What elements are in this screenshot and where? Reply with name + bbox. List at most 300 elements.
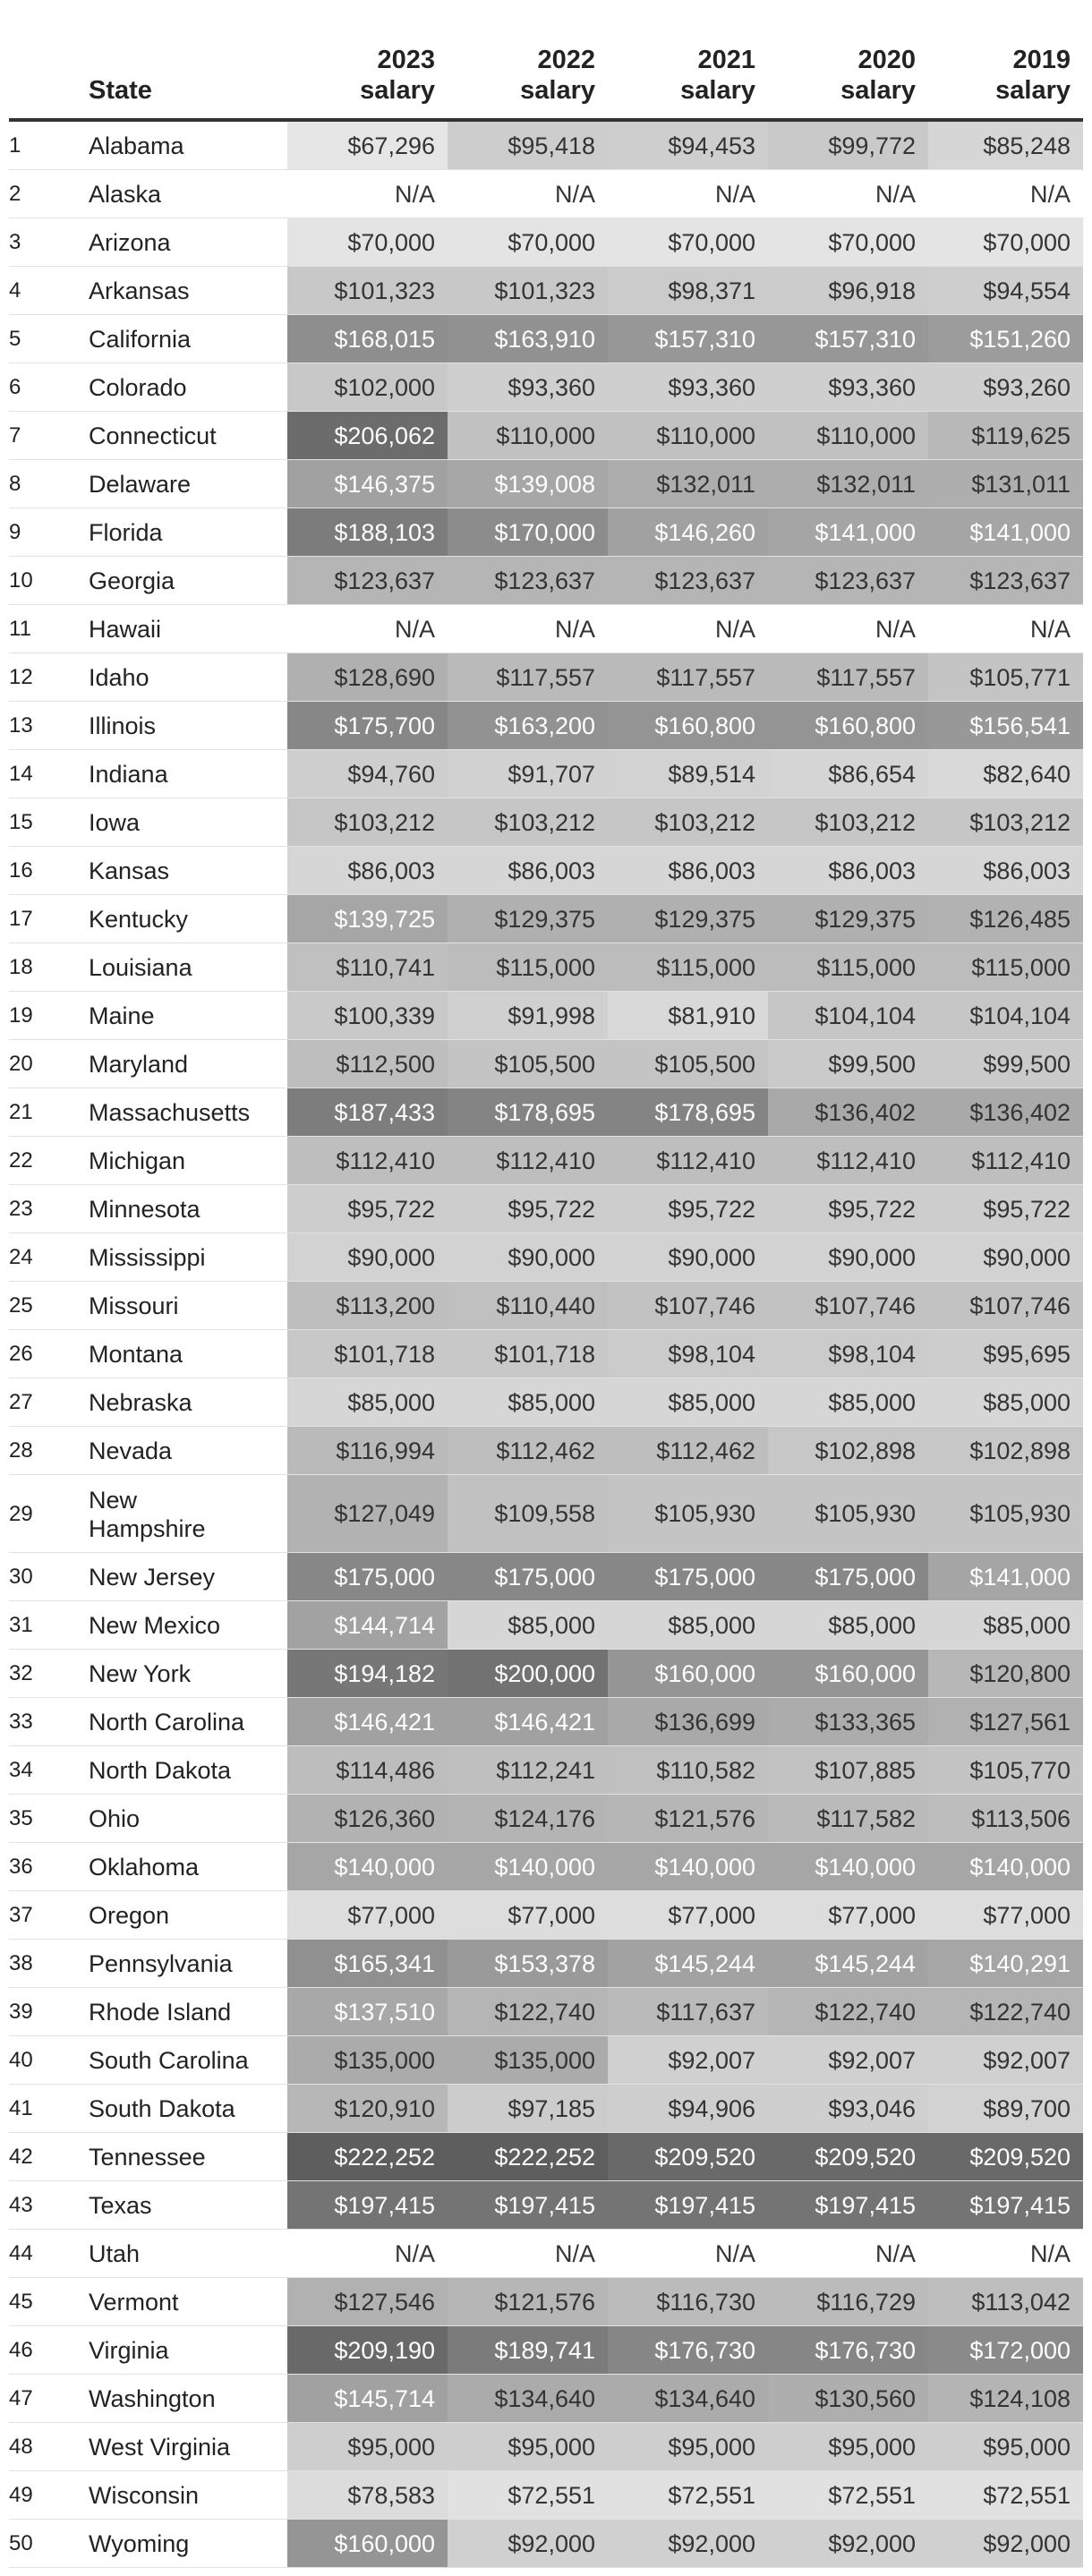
row-rank: 15 [9,810,33,834]
table-row [9,1330,1083,1378]
state-name: Missouri [89,1292,179,1319]
table-row [9,412,1083,460]
state-name: Connecticut [89,422,217,449]
salary-cell: $95,722 [768,1185,928,1233]
row-rank: 43 [9,2193,33,2217]
salary-cell: $110,440 [448,1282,608,1329]
salary-cell: $85,000 [608,1601,768,1649]
salary-cell: $141,000 [928,1553,1083,1600]
salary-cell: $92,000 [448,2520,608,2567]
salary-cell: $123,637 [608,557,768,604]
row-rank: 41 [9,2096,33,2120]
salary-cell: $160,000 [768,1650,928,1697]
salary-cell: $120,800 [928,1650,1083,1697]
salary-cell: $113,506 [928,1795,1083,1842]
salary-cell: $160,800 [768,702,928,749]
table-row [9,1282,1083,1330]
salary-cell: $187,433 [287,1088,448,1136]
salary-cell: $132,011 [608,460,768,508]
salary-cell: $194,182 [287,1650,448,1697]
state-name: Vermont [89,2289,179,2316]
state-name: Arkansas [89,277,190,304]
salary-cell: $146,375 [287,460,448,508]
salary-cell: $129,375 [448,895,608,943]
salary-cell: $95,418 [448,122,608,169]
year-2023-header-label: salary [360,76,435,105]
state-name: Oregon [89,1902,170,1929]
row-rank: 48 [9,2435,33,2459]
salary-cell: $136,402 [928,1088,1083,1136]
salary-cell: $110,582 [608,1746,768,1794]
salary-cell: $93,260 [928,363,1083,411]
salary-cell: $85,000 [287,1378,448,1426]
salary-cell: $101,718 [448,1330,608,1378]
salary-cell: $95,000 [928,2423,1083,2470]
salary-cell: $209,520 [608,2133,768,2180]
salary-cell: $123,637 [287,557,448,604]
table-row [9,1088,1083,1137]
salary-cell: $115,000 [448,943,608,991]
salary-cell: $86,003 [448,847,608,894]
state-name: Iowa [89,809,141,836]
salary-cell: $96,918 [768,267,928,314]
salary-cell: $113,200 [287,1282,448,1329]
table-row [9,2230,1083,2278]
salary-cell: $209,190 [287,2326,448,2374]
salary-cell: $112,410 [768,1137,928,1184]
row-rank: 8 [9,472,21,496]
salary-cell: $72,551 [448,2471,608,2519]
row-rank: 42 [9,2145,33,2169]
salary-cell: $104,104 [768,992,928,1039]
salary-cell: $197,415 [448,2181,608,2229]
table-row [9,1233,1083,1282]
year-2022-header-label: salary [520,76,595,105]
salary-cell: $92,000 [768,2520,928,2567]
salary-cell: $105,930 [928,1475,1083,1552]
salary-cell: $103,212 [768,798,928,846]
salary-cell: $85,000 [448,1601,608,1649]
salary-cell: $163,910 [448,315,608,363]
row-rank: 30 [9,1565,33,1589]
state-name: Nebraska [89,1389,192,1416]
salary-cell: $112,410 [448,1137,608,1184]
state-name: California [89,326,192,353]
table-row [9,460,1083,508]
salary-cell: $72,551 [768,2471,928,2519]
state-name: New York [89,1660,192,1687]
year-2020-header-label: salary [840,76,916,105]
state-name: Alaska [89,181,162,208]
salary-cell: $86,003 [608,847,768,894]
salary-cell: $116,730 [608,2278,768,2325]
salary-cell: $129,375 [608,895,768,943]
salary-cell: $94,760 [287,750,448,798]
salary-cell: $110,000 [608,412,768,459]
salary-cell: $90,000 [448,1233,608,1281]
table-row [9,1378,1083,1427]
salary-cell: $170,000 [448,508,608,556]
row-rank: 9 [9,520,21,544]
table-row [9,2375,1083,2423]
state-name: Texas [89,2192,152,2219]
salary-cell: $114,486 [287,1746,448,1794]
row-rank: 28 [9,1438,33,1463]
table-row [9,1795,1083,1843]
salary-cell: $105,770 [928,1746,1083,1794]
table-row [9,363,1083,412]
row-rank: 11 [9,617,31,641]
salary-cell: $104,104 [928,992,1083,1039]
state-name: Florida [89,519,163,546]
salary-cell: $113,042 [928,2278,1083,2325]
salary-cell: $107,746 [768,1282,928,1329]
row-rank: 38 [9,1951,33,1975]
table-row [9,2423,1083,2471]
salary-cell: $93,360 [448,363,608,411]
salary-cell: $91,707 [448,750,608,798]
row-rank: 33 [9,1710,33,1734]
salary-cell: $92,007 [608,2036,768,2084]
salary-cell: $175,000 [448,1553,608,1600]
row-rank: 26 [9,1342,33,1366]
salary-cell: N/A [768,170,928,218]
table-row [9,653,1083,702]
table-row [9,170,1083,218]
salary-cell: $85,000 [608,1378,768,1426]
state-name: Georgia [89,567,175,594]
salary-cell: $72,551 [928,2471,1083,2519]
salary-cell: $103,212 [448,798,608,846]
salary-cell: $127,546 [287,2278,448,2325]
state-name: Tennessee [89,2144,206,2171]
salary-cell: $85,000 [768,1378,928,1426]
salary-cell: $110,000 [448,412,608,459]
state-name: Montana [89,1341,183,1368]
salary-cell: $95,722 [287,1185,448,1233]
salary-cell: $105,500 [608,1040,768,1088]
state-name: Nevada [89,1437,173,1464]
row-rank: 18 [9,955,33,979]
state-name: Utah [89,2240,141,2267]
salary-cell: $163,200 [448,702,608,749]
year-2020-header-year: 2020 [857,46,916,74]
state-name: Massachusetts [89,1099,251,1126]
state-name: New Hampshire [89,1486,206,1542]
salary-cell: $209,520 [928,2133,1083,2180]
salary-cell: $168,015 [287,315,448,363]
salary-cell: $95,000 [448,2423,608,2470]
year-2023-header-year: 2023 [377,46,435,74]
salary-cell: N/A [608,2230,768,2277]
salary-cell: $176,730 [608,2326,768,2374]
salary-cell: $117,637 [608,1988,768,2035]
table-row [9,798,1083,847]
salary-cell: N/A [768,2230,928,2277]
year-2021-header-label: salary [680,76,755,105]
salary-cell: $127,049 [287,1475,448,1552]
salary-cell: $112,500 [287,1040,448,1088]
salary-cell: $197,415 [287,2181,448,2229]
salary-cell: $86,003 [287,847,448,894]
salary-cell: $95,722 [928,1185,1083,1233]
state-column-header: State [89,76,152,105]
salary-cell: $175,000 [768,1553,928,1600]
row-rank: 37 [9,1903,33,1927]
table-row [9,2520,1083,2568]
salary-cell: $130,560 [768,2375,928,2422]
table-row [9,2133,1083,2181]
salary-cell: $132,011 [768,460,928,508]
row-rank: 32 [9,1661,33,1685]
state-name: Alabama [89,132,184,159]
state-name: Ohio [89,1805,141,1832]
salary-cell: $140,000 [287,1843,448,1890]
row-rank: 21 [9,1100,33,1124]
salary-cell: $206,062 [287,412,448,459]
salary-cell: $93,360 [608,363,768,411]
state-name: South Dakota [89,2095,235,2122]
row-rank: 31 [9,1613,33,1637]
salary-cell: $70,000 [928,218,1083,266]
salary-cell: $144,714 [287,1601,448,1649]
salary-cell: $119,625 [928,412,1083,459]
table-row [9,1601,1083,1650]
salary-cell: $123,637 [928,557,1083,604]
row-rank: 22 [9,1148,33,1173]
row-rank: 25 [9,1293,33,1318]
state-name: North Dakota [89,1757,232,1784]
salary-cell: $117,557 [448,653,608,701]
table-row [9,315,1083,363]
salary-cell: $145,714 [287,2375,448,2422]
salary-cell: N/A [287,170,448,218]
salary-cell: $101,323 [448,267,608,314]
salary-cell: $70,000 [448,218,608,266]
salary-cell: $109,558 [448,1475,608,1552]
salary-cell: $222,252 [287,2133,448,2180]
table-row [9,2036,1083,2085]
salary-cell: $133,365 [768,1698,928,1745]
salary-cell: $105,500 [448,1040,608,1088]
salary-cell: $175,700 [287,702,448,749]
salary-cell: $157,310 [608,315,768,363]
salary-cell: $91,998 [448,992,608,1039]
row-rank: 16 [9,858,33,883]
row-rank: 49 [9,2483,33,2507]
state-name: Virginia [89,2337,169,2364]
salary-cell: $175,000 [287,1553,448,1600]
state-name: Michigan [89,1147,186,1174]
salary-cell: $101,323 [287,267,448,314]
salary-cell: $172,000 [928,2326,1083,2374]
salary-cell: $105,930 [768,1475,928,1552]
salary-cell: $115,000 [928,943,1083,991]
salary-cell: $188,103 [287,508,448,556]
salary-cell: $127,561 [928,1698,1083,1745]
salary-cell: $101,718 [287,1330,448,1378]
salary-cell: $93,360 [768,363,928,411]
year-2021-header-year: 2021 [697,46,755,74]
salary-cell: $94,453 [608,122,768,169]
salary-cell: $92,000 [928,2520,1083,2567]
salary-cell: $102,898 [928,1427,1083,1474]
salary-cell: $128,690 [287,653,448,701]
state-name: North Carolina [89,1709,245,1736]
salary-cell: $99,772 [768,122,928,169]
table-row [9,605,1083,653]
salary-cell: $122,740 [448,1988,608,2035]
salary-cell: $95,000 [608,2423,768,2470]
salary-cell: $85,000 [448,1378,608,1426]
row-rank: 29 [9,1501,33,1526]
salary-cell: $140,000 [448,1843,608,1890]
salary-cell: $140,000 [768,1843,928,1890]
salary-cell: $135,000 [287,2036,448,2084]
row-rank: 6 [9,375,21,399]
salary-cell: $222,252 [448,2133,608,2180]
salary-cell: $136,699 [608,1698,768,1745]
state-name: Wyoming [89,2530,190,2557]
row-rank: 46 [9,2338,33,2362]
salary-cell: N/A [768,605,928,653]
salary-cell: $175,000 [608,1553,768,1600]
salary-cell: $197,415 [928,2181,1083,2229]
salary-cell: $141,000 [928,508,1083,556]
table-row [9,267,1083,315]
salary-cell: $82,640 [928,750,1083,798]
table-row [9,992,1083,1040]
salary-cell: $140,000 [928,1843,1083,1890]
state-name: Washington [89,2385,216,2412]
salary-cell: $77,000 [768,1891,928,1939]
table-row [9,1746,1083,1795]
salary-cell: $123,637 [768,557,928,604]
state-name: Oklahoma [89,1854,200,1881]
salary-cell: $140,000 [608,1843,768,1890]
table-row [9,122,1083,170]
salary-cell: $102,000 [287,363,448,411]
table-row [9,750,1083,798]
salary-cell: N/A [287,605,448,653]
salary-cell: $117,582 [768,1795,928,1842]
salary-cell: $189,741 [448,2326,608,2374]
salary-cell: N/A [928,605,1083,653]
salary-cell: $131,011 [928,460,1083,508]
state-name: New Jersey [89,1564,216,1591]
salary-cell: $85,000 [928,1378,1083,1426]
salary-cell: $197,415 [768,2181,928,2229]
row-rank: 7 [9,423,21,448]
row-rank: 17 [9,907,33,931]
table-row [9,1988,1083,2036]
year-2023-column-header [287,45,435,106]
state-name: West Virginia [89,2434,231,2461]
salary-cell: $115,000 [608,943,768,991]
salary-cell: $197,415 [608,2181,768,2229]
salary-cell: $77,000 [287,1891,448,1939]
salary-cell: $85,248 [928,122,1083,169]
year-2022-column-header [448,45,595,106]
salary-cell: $98,371 [608,267,768,314]
state-name: Mississippi [89,1244,206,1271]
year-2019-header-label: salary [995,76,1071,105]
salary-cell: $121,576 [448,2278,608,2325]
state-name: Hawaii [89,616,162,643]
table-row [9,1891,1083,1940]
salary-cell: $165,341 [287,1940,448,1987]
salary-cell: $151,260 [928,315,1083,363]
salary-cell: $141,000 [768,508,928,556]
table-row [9,2278,1083,2326]
salary-cell: $90,000 [928,1233,1083,1281]
row-rank: 13 [9,713,33,738]
salary-cell: $70,000 [768,218,928,266]
salary-cell: $110,741 [287,943,448,991]
salary-cell: $67,296 [287,122,448,169]
state-name: New Mexico [89,1612,221,1639]
table-row [9,1843,1083,1891]
row-rank: 14 [9,762,33,786]
salary-cell: $89,700 [928,2085,1083,2132]
table-row [9,2085,1083,2133]
row-rank: 4 [9,278,21,303]
row-rank: 35 [9,1806,33,1830]
state-name: Louisiana [89,954,192,981]
state-name: Kansas [89,857,170,884]
salary-cell: $107,746 [928,1282,1083,1329]
state-name: Rhode Island [89,1999,232,2026]
salary-cell: $92,007 [768,2036,928,2084]
salary-cell: $90,000 [768,1233,928,1281]
salary-cell: $121,576 [608,1795,768,1842]
salary-cell: $178,695 [608,1088,768,1136]
table-row [9,1940,1083,1988]
salary-cell: $90,000 [287,1233,448,1281]
salary-cell: $156,541 [928,702,1083,749]
table-header [9,0,1083,122]
salary-table [9,0,1083,2557]
table-row [9,943,1083,992]
salary-cell: $77,000 [608,1891,768,1939]
salary-cell: $135,000 [448,2036,608,2084]
salary-cell: $100,339 [287,992,448,1039]
row-rank: 24 [9,1245,33,1269]
salary-cell: $95,000 [287,2423,448,2470]
salary-cell: $178,695 [448,1088,608,1136]
salary-cell: $112,462 [608,1427,768,1474]
salary-cell: N/A [448,170,608,218]
salary-cell: $94,906 [608,2085,768,2132]
salary-cell: $85,000 [928,1601,1083,1649]
salary-cell: N/A [608,170,768,218]
row-rank: 23 [9,1197,33,1221]
salary-cell: $160,800 [608,702,768,749]
table-row [9,895,1083,943]
salary-cell: $122,740 [768,1988,928,2035]
salary-cell: N/A [448,2230,608,2277]
salary-cell: $77,000 [448,1891,608,1939]
salary-cell: $112,410 [928,1137,1083,1184]
salary-cell: $95,695 [928,1330,1083,1378]
salary-cell: $102,898 [768,1427,928,1474]
table-row [9,2181,1083,2230]
row-rank: 19 [9,1003,33,1028]
salary-cell: $99,500 [928,1040,1083,1088]
salary-cell: $157,310 [768,315,928,363]
salary-cell: $209,520 [768,2133,928,2180]
salary-cell: $72,551 [608,2471,768,2519]
